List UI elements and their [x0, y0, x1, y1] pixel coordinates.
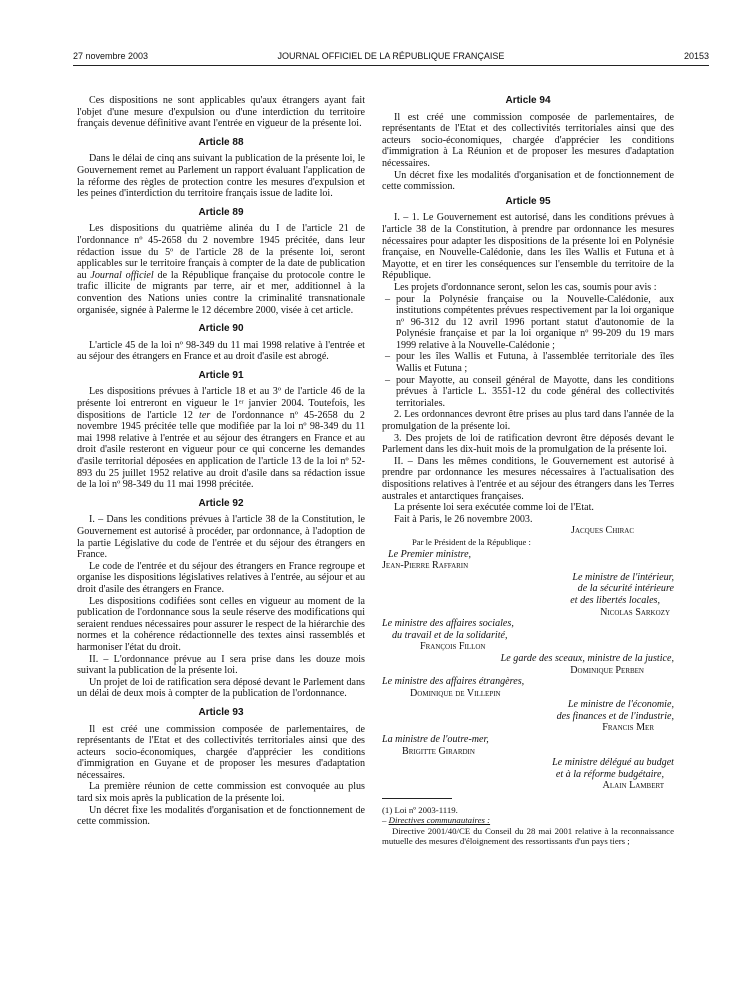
overseas-name: Brigitte Girardin: [402, 745, 475, 757]
right-column: [382, 95, 674, 847]
page-number: 20153: [683, 51, 709, 61]
pm-name: Jean-Pierre Raffarin: [382, 560, 469, 572]
article-95-paragraph-3: 2. Les ordonnances devront être prises au plus tard dans l'année de la promulgation de la présente loi.: [382, 409, 674, 433]
directives-label: Directives communautaires :: [388, 815, 491, 826]
interior-title-1: Le ministre de l'intérieur,: [572, 571, 674, 583]
article-88-paragraph: Dans le délai de cinq ans suivant la publication de la présente loi, le Gouvernement remet au Parlement un rapport évaluant l'application de la réforme des règles de protection contre les mesures d'expulsion et les peines d'interdiction du territoire français issue de ladite loi.: [77, 153, 365, 200]
article-90-title: Article 90: [198, 323, 244, 335]
left-column: [77, 95, 365, 828]
article-94-paragraph-2: Un décret fixe les modalités d'organisation et de fonctionnement de cette commission.: [382, 169, 674, 193]
article-89-text-b: de la République française du protocole contre le trafic illicite de migrants par terre, air et mer, additionnel à la convention des Nations unies contre la criminalité transnationale organisée, signée à Palerme le 12 décembre 2000, visée à cet article.: [77, 269, 365, 316]
article-95-paragraph-2: Les projets d'ordonnance seront, selon les cas, soumis pour avis :: [394, 281, 657, 293]
article-88-title: Article 88: [198, 136, 244, 148]
article-93-paragraph-1: Il est créé une commission composée de parlementaires, de représentants de l'Etat et des collectivités territoriales ainsi que des acteurs socio-économiques, chargée d'apprécier les conditions d'immigration en Guyane et de proposer les mesures d'adaptation nécessaires.: [77, 723, 365, 781]
article-91-text-a: Les dispositions prévues à l'article 18 et au 3º de l'article 46 de la présente loi entreront en vigueur le 1ᵉʳ janvier 2004. Toutefois, les dispositions de l'article 12: [77, 386, 365, 421]
list-item: – pour la Polynésie française ou la Nouvelle-Calédonie, aux institutions compétentes prévues respectivement par la loi organique nº 96-312 du 12 avril 1996 portant statut d'autonomie de la Polynésie française et par la loi organique nº 99-209 du 19 mars 1999 relative à la Nouvelle-Calédonie ;: [382, 294, 674, 352]
article-89-title: Article 89: [198, 206, 244, 218]
list-item: – pour les îles Wallis et Futuna, à l'assemblée territoriale des îles Wallis et Futuna ;: [382, 351, 674, 374]
article-93-title: Article 93: [198, 706, 244, 718]
closing-statement: La présente loi sera exécutée comme loi de l'Etat.: [394, 502, 594, 514]
article-92-paragraph-3: Les dispositions codifiées sont celles en vigueur au moment de la publication de l'ordonnance sous la seule réserve des modifications qui seraient rendues nécessaires pour assurer le respect de la hiérarchie des normes et la cohérence rédactionnelle des textes ainsi rassemblés et harmoniser l'état du droit.: [77, 595, 365, 653]
article-94-paragraph-1: Il est créé une commission composée de parlementaires, de représentants de l'Etat et des collectivités territoriales ainsi que des acteurs socio-économiques, chargée d'apprécier les conditions d'immigration à La Réunion et de proposer les mesures d'adaptation nécessaires.: [382, 111, 674, 169]
by-president: Par le Président de la République :: [412, 536, 531, 547]
article-89-paragraph: [77, 223, 365, 316]
article-92-paragraph-1: I. – Dans les conditions prévues à l'article 38 de la Constitution, le Gouvernement est autorisé à procéder, par ordonnance, à l'adoption de la partie Législative du code de l'entrée et du séjour des étrangers en France.: [77, 514, 365, 561]
done-at: Fait à Paris, le 26 novembre 2003.: [394, 513, 533, 525]
article-95-paragraph-4: 3. Des projets de loi de ratification devront être déposés devant le Parlement dans les dix-huit mois de la promulgation de la présente loi.: [382, 432, 674, 456]
justice-title: Le garde des sceaux, ministre de la justice,: [500, 652, 674, 664]
article-95-list: [382, 294, 674, 410]
article-89-text-a: Les dispositions du quatrième alinéa du I de l'article 21 de l'ordonnance nº 45-2658 du 2 novembre 1945 précitée, dans leur rédaction issue du 5º de l'article 28 de la présente loi, seront applicables sur le territoire français à compter de la date de publication au: [77, 223, 365, 281]
article-92-paragraph-4: II. – L'ordonnance prévue au I sera prise dans les douze mois suivant la publication de la présente loi.: [77, 653, 365, 677]
justice-name: Dominique Perben: [570, 664, 644, 676]
article-91-paragraph: [77, 386, 365, 490]
article-90-paragraph: L'article 45 de la loi nº 98-349 du 11 mai 1998 relative à l'entrée et au séjour des étrangers en France et au droit d'asile est abrogé.: [77, 339, 365, 363]
economy-title-1: Le ministre de l'économie,: [567, 699, 674, 711]
economy-title-2: des finances et de l'industrie,: [556, 710, 674, 722]
footnote-rule: [382, 798, 452, 799]
interior-name: Nicolas Sarkozy: [600, 606, 670, 618]
foreign-title: Le ministre des affaires étrangères,: [382, 676, 525, 688]
budget-title-1: Le ministre délégué au budget: [552, 757, 674, 769]
directive-text: Directive 2001/40/CE du Conseil du 28 mai 2001 relative à la reconnaissance mutuelle des mesures d'éloignement des ressortissants d'un pays tiers ;: [382, 825, 674, 847]
president-name: Jacques Chirac: [571, 525, 634, 537]
article-92-paragraph-2: Le code de l'entrée et du séjour des étrangers en France regroupe et organise les dispositions législatives relatives à l'entrée, au séjour et au droit d'asile des étrangers en France.: [77, 560, 365, 595]
signature-block: [382, 525, 674, 792]
footnotes: [382, 805, 674, 847]
journal-title: JOURNAL OFFICIEL DE LA RÉPUBLIQUE FRANÇAISE: [277, 51, 505, 61]
article-91-title: Article 91: [198, 369, 244, 381]
budget-name: Alain Lambert: [602, 780, 664, 792]
budget-title-2: et à la réforme budgétaire,: [555, 768, 664, 780]
directives-label-line: – Directives communautaires :: [382, 815, 491, 826]
article-92-title: Article 92: [198, 497, 244, 509]
intro-paragraph: Ces dispositions ne sont applicables qu'aux étrangers ayant fait l'objet d'une mesure d'expulsion ou d'une interdiction du territoire français devenue définitive avant l'entrée en vigueur de la présente loi.: [77, 95, 365, 130]
ter-italic: ter: [199, 409, 211, 421]
pm-title: Le Premier ministre,: [388, 548, 472, 560]
article-95-paragraph-5: II. – Dans les mêmes conditions, le Gouvernement est autorisé à prendre par ordonnance les mesures nécessaires à l'actualisation des dispositions relatives à l'entrée et au séjour des étrangers dans les Terres australes et antarctiques françaises.: [382, 455, 674, 502]
foreign-name: Dominique de Villepin: [410, 687, 501, 699]
article-94-title: Article 94: [505, 95, 551, 106]
list-item: – pour Mayotte, au conseil général de Mayotte, dans les conditions prévues à l'article L. 3551-12 du code général des collectivités territoriales.: [382, 375, 674, 410]
social-name: François Fillon: [420, 641, 486, 653]
footnote-1: (1) Loi nº 2003-1119.: [382, 805, 458, 816]
article-95-title: Article 95: [505, 195, 551, 207]
article-93-paragraph-3: Un décret fixe les modalités d'organisation et de fonctionnement de cette commission.: [77, 804, 365, 828]
article-93-paragraph-2: La première réunion de cette commission est convoquée au plus tard six mois après la publication de la présente loi.: [77, 781, 365, 805]
header-rule: [73, 65, 709, 66]
interior-title-2: de la sécurité intérieure: [577, 583, 674, 595]
header-date: 27 novembre 2003: [73, 51, 149, 61]
social-title-2: du travail et de la solidarité,: [392, 629, 508, 641]
overseas-title: La ministre de l'outre-mer,: [382, 734, 489, 746]
page-header: [73, 51, 709, 65]
article-92-paragraph-5: Un projet de loi de ratification sera déposé devant le Parlement dans un délai de deux mois à compter de la publication de l'ordonnance.: [77, 676, 365, 700]
article-95-paragraph-1: I. – 1. Le Gouvernement est autorisé, dans les conditions prévues à l'article 38 de la Constitution, à prendre par ordonnance les mesures nécessaires pour adapter les dispositions de la présente loi en Polynésie française, en Nouvelle-Calédonie, dans les îles Wallis et Futuna et à Mayotte, et en tirer les conséquences sur l'ensemble du territoire de la République.: [382, 212, 674, 282]
article-91-text-b: de l'ordonnance nº 45-2658 du 2 novembre 1945 précitée telle que modifiée par la loi nº 98-349 du 11 mai 1998 relative à l'entrée et au séjour des étrangers en France et au droit d'asile resteront en vigueur pour ce qui concerne les demandes d'asile territorial déposées en application de l'article 13 de la loi nº 52-893 du 25 juillet 1952 relative au droit d'asile dans sa rédaction issue de la loi nº 98-349 du 11 mai 1998 précitée.: [77, 409, 365, 491]
social-title-1: Le ministre des affaires sociales,: [382, 618, 514, 630]
journal-officiel-italic: Journal officiel: [90, 269, 154, 281]
economy-name: Francis Mer: [602, 722, 654, 734]
interior-title-3: et des libertés locales,: [570, 594, 660, 606]
